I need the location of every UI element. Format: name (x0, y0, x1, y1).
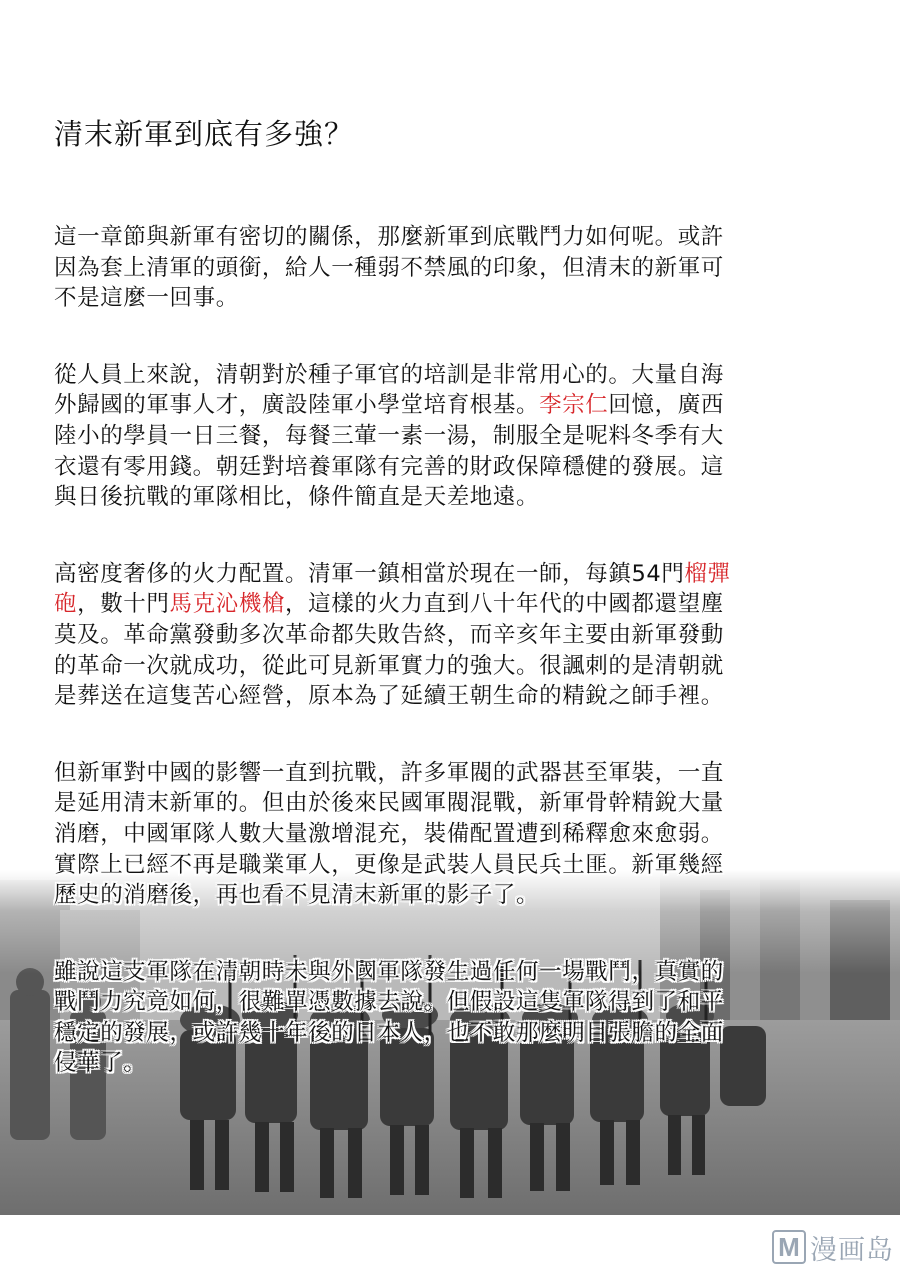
text-segment: 侵華了。 (54, 1050, 147, 1077)
text-line (54, 957, 854, 988)
text-line (54, 421, 854, 452)
text-segment: 戰鬥力究竟如何，很難單憑數據去說。但假設這隻軍隊得到了和平 (54, 989, 724, 1016)
text-line (54, 681, 854, 712)
text-line (54, 1048, 854, 1079)
text-segment: 衣還有零用錢。朝廷對培養軍隊有完善的財政保障穩健的發展。這 (54, 453, 724, 480)
highlighted-term: 馬克沁機槍 (169, 591, 286, 618)
text-segment: 回憶，廣西 (608, 392, 724, 419)
text-segment: 這一章節與新軍有密切的關係，那麼新軍到底戰鬥力如何呢。或許 (54, 224, 724, 250)
text-segment: ，這樣的火力直到八十年代的中國都還望塵 (285, 591, 724, 618)
text-line (54, 788, 854, 819)
text-line (54, 390, 854, 421)
text-line (54, 758, 854, 789)
text-line (54, 283, 854, 314)
text-segment: 外歸國的軍事人才，廣設陸軍小學堂培育根基。 (54, 392, 540, 419)
highlighted-term: 李宗仁 (539, 392, 609, 419)
text-segment: 實際上已經不再是職業軍人，更像是武裝人員民兵土匪。新軍幾經 (54, 851, 724, 878)
text-line (54, 620, 854, 651)
text-line (54, 987, 854, 1018)
text-line (54, 222, 854, 253)
paragraph (54, 559, 854, 712)
text-line (54, 819, 854, 850)
text-segment: 歷史的消磨後，再也看不見清末新軍的影子了。 (54, 882, 540, 909)
text-segment: 穩定的發展，或許幾十年後的日本人，也不敢那麼明目張膽的全面 (54, 1019, 724, 1046)
text-line (54, 452, 854, 483)
text-segment: 消磨，中國軍隊人數大量激增混充，裝備配置遭到稀釋愈來愈弱。 (54, 820, 724, 847)
paragraph (54, 758, 854, 911)
text-segment: 但新軍對中國的影響一直到抗戰，許多軍閥的武器甚至軍裝，一直 (54, 759, 724, 786)
paragraph (54, 957, 854, 1079)
text-line (54, 850, 854, 881)
paragraph (54, 222, 854, 314)
text-segment: 雖說這支軍隊在清朝時未與外國軍隊發生過任何一場戰鬥，真實的 (54, 958, 724, 985)
text-segment: 與日後抗戰的軍隊相比，條件簡直是天差地遠。 (54, 484, 540, 511)
highlighted-term: 砲 (54, 591, 78, 618)
text-segment: 因為套上清軍的頭銜，給人一種弱不禁風的印象，但清末的新軍可 (54, 254, 724, 281)
text-segment: ，數十門 (77, 591, 170, 618)
text-segment: 高密度奢侈的火力配置。清軍一鎮相當於現在一師，每鎮54門 (54, 560, 685, 587)
text-segment: 不是這麼一回事。 (54, 285, 239, 312)
page-title: 清末新軍到底有多強？ (54, 117, 355, 151)
watermark-text: 漫画岛 (810, 1234, 894, 1266)
text-line (54, 482, 854, 513)
text-line (54, 589, 854, 620)
text-segment: 是延用清末新軍的。但由於後來民國軍閥混戰，新軍骨幹精銳大量 (54, 790, 724, 817)
watermark-logo-icon: M (772, 1230, 806, 1264)
text-segment: 是葬送在這隻苦心經營，原本為了延續王朝生命的精銳之師手裡。 (54, 683, 724, 710)
text-segment: 莫及。革命黨發動多次革命都失敗告終，而辛亥年主要由新軍發動 (54, 621, 724, 648)
paragraph (54, 360, 854, 513)
text-segment: 的革命一次就成功，從此可見新軍實力的強大。很諷刺的是清朝就 (54, 652, 724, 679)
article-body (54, 222, 854, 1125)
text-line (54, 1018, 854, 1049)
text-segment: 陸小的學員一日三餐，每餐三葷一素一湯，制服全是呢料冬季有大 (54, 422, 724, 449)
text-line (54, 360, 854, 391)
watermark (772, 1227, 894, 1267)
text-line (54, 651, 854, 682)
highlighted-term: 榴彈 (684, 560, 731, 587)
text-line (54, 880, 854, 911)
text-line (54, 253, 854, 284)
text-line (54, 559, 854, 590)
text-segment: 從人員上來說，清朝對於種子軍官的培訓是非常用心的。大量自海 (54, 361, 724, 388)
